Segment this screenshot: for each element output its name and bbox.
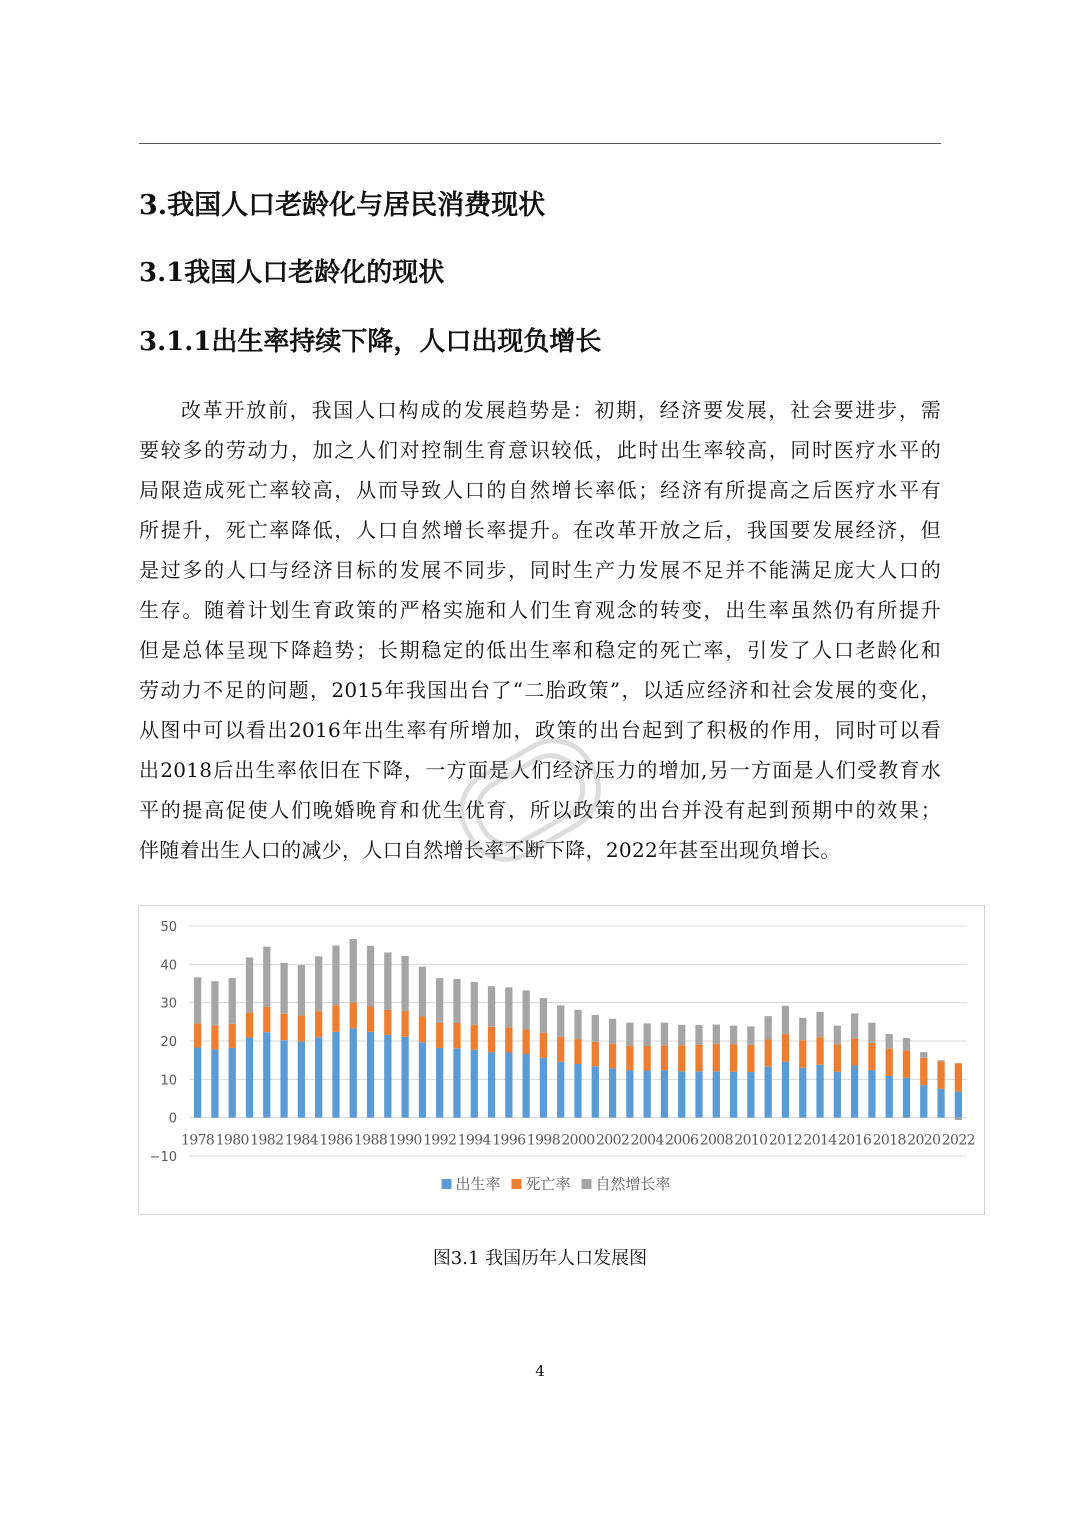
bar-birth (782, 1062, 789, 1118)
bar-birth (765, 1067, 772, 1118)
bar-growth (851, 1013, 858, 1038)
bar-death (194, 1023, 201, 1047)
bar-death (401, 1011, 408, 1037)
legend-swatch (512, 1179, 522, 1189)
chart-canvas (139, 906, 986, 1216)
bar-death (834, 1044, 841, 1071)
paragraph-line: 改革开放前，我国人口构成的发展趋势是：初期，经济要发展，社会要进步，需 (181, 398, 941, 422)
bar-birth (419, 1042, 426, 1118)
bar-growth (384, 952, 391, 1010)
subsubsection-heading: 3.1.1出生率持续下降，人口出现负增长 (139, 327, 602, 357)
x-tick-label: 1982 (250, 1132, 284, 1149)
bar-growth (886, 1034, 893, 1049)
bar-growth (661, 1023, 668, 1046)
paragraph-line: 要较多的劳动力，加之人们对控制生育意识较低，此时出生率较高，同时医疗水平的 (139, 438, 941, 462)
bar-birth (903, 1078, 910, 1118)
bar-birth (280, 1040, 287, 1117)
bar-growth (868, 1023, 875, 1043)
bar-birth (263, 1032, 270, 1117)
x-tick-label: 1980 (215, 1132, 249, 1149)
bar-birth (834, 1072, 841, 1118)
bar-birth (661, 1070, 668, 1118)
x-tick-label: 2004 (630, 1132, 664, 1149)
bar-death (332, 1005, 339, 1031)
paragraph-line: 所提升，死亡率降低，人口自然增长率提升。在改革开放之后，我国要发展经济，但 (139, 518, 941, 542)
bar-birth (730, 1072, 737, 1118)
x-tick-label: 2016 (838, 1132, 872, 1149)
bar-birth (747, 1072, 754, 1118)
paragraph-line: 平的提高促使人们晚婚晚育和优生优育，所以政策的出台并没有起到预期中的效果； (139, 798, 941, 822)
x-tick-label: 1996 (492, 1132, 526, 1149)
bar-death (816, 1037, 823, 1065)
bar-death (886, 1049, 893, 1076)
bar-growth (765, 1016, 772, 1039)
bar-birth (713, 1071, 720, 1117)
bar-birth (678, 1071, 685, 1117)
bar-growth (799, 1018, 806, 1040)
bar-birth (886, 1076, 893, 1118)
bar-birth (540, 1058, 547, 1118)
bar-growth (453, 979, 460, 1023)
bar-birth (453, 1048, 460, 1117)
bar-death (453, 1023, 460, 1048)
bar-death (920, 1058, 927, 1085)
bar-death (782, 1034, 789, 1062)
bar-growth (713, 1025, 720, 1045)
paragraph-line: 局限造成死亡率较高，从而导致人口的自然增长率低；经济有所提高之后医疗水平有 (139, 478, 941, 502)
bar-birth (332, 1032, 339, 1118)
legend-swatch (442, 1179, 452, 1189)
bar-growth (592, 1015, 599, 1042)
bar-growth (747, 1026, 754, 1044)
x-tick-label: 1978 (181, 1132, 215, 1149)
bar-growth (401, 956, 408, 1011)
bar-birth (229, 1048, 236, 1118)
bar-birth (194, 1048, 201, 1118)
legend-swatch (582, 1179, 592, 1189)
header-rule (139, 143, 941, 144)
bar-birth (609, 1068, 616, 1117)
bar-growth (678, 1025, 685, 1045)
watermark-logo (430, 700, 630, 900)
bar-death (609, 1044, 616, 1069)
bar-death (574, 1039, 581, 1064)
bar-death (937, 1061, 944, 1089)
bar-growth (695, 1025, 702, 1045)
bar-birth (401, 1037, 408, 1118)
bar-birth (471, 1050, 478, 1118)
bar-death (384, 1010, 391, 1035)
x-tick-label: 2008 (699, 1132, 733, 1149)
bar-growth (350, 939, 357, 1003)
bar-death (523, 1029, 530, 1054)
legend-label: 出生率 (455, 1175, 501, 1193)
bar-death (695, 1045, 702, 1071)
bar-death (661, 1045, 668, 1070)
bar-birth (868, 1070, 875, 1118)
bar-growth (332, 946, 339, 1006)
bar-birth (955, 1092, 962, 1118)
bar-death (419, 1016, 426, 1042)
bar-growth (903, 1038, 910, 1051)
bar-birth (574, 1064, 581, 1118)
bar-death (903, 1051, 910, 1078)
bar-death (298, 1015, 305, 1041)
bar-birth (523, 1054, 530, 1118)
bar-birth (246, 1038, 253, 1118)
x-tick-label: 1986 (319, 1132, 353, 1149)
x-tick-label: 2014 (803, 1132, 837, 1149)
bar-growth (419, 967, 426, 1017)
bar-death (730, 1044, 737, 1071)
bar-birth (592, 1066, 599, 1117)
bar-birth (505, 1053, 512, 1118)
bar-death (280, 1014, 287, 1040)
bar-growth (229, 978, 236, 1024)
bar-death (592, 1042, 599, 1067)
x-tick-label: 2018 (872, 1132, 906, 1149)
bar-growth (937, 1060, 944, 1061)
bar-growth (730, 1026, 737, 1045)
paragraph-line: 从图中可以看出2016年出生率有所增加，政策的出台起到了积极的作用，同时可以看 (139, 718, 941, 742)
bar-death (799, 1040, 806, 1068)
bar-growth (436, 978, 443, 1022)
bar-death (713, 1044, 720, 1071)
bar-growth (834, 1026, 841, 1045)
bar-birth (644, 1071, 651, 1118)
x-tick-label: 1992 (423, 1132, 457, 1149)
bar-growth (523, 990, 530, 1029)
bar-growth (920, 1052, 927, 1058)
x-tick-label: 2000 (561, 1132, 595, 1149)
x-tick-label: 2002 (595, 1132, 630, 1149)
x-tick-label: 1988 (353, 1132, 388, 1149)
x-tick-label: 1998 (526, 1132, 561, 1149)
bar-death (505, 1027, 512, 1052)
bar-growth (488, 986, 495, 1027)
bar-death (851, 1038, 858, 1065)
bar-death (436, 1023, 443, 1048)
bar-death (315, 1011, 322, 1037)
bar-growth (194, 977, 201, 1023)
y-tick-label: 40 (160, 958, 177, 974)
bar-death (471, 1025, 478, 1050)
population-chart (138, 905, 985, 1215)
x-tick-label: 2020 (907, 1132, 941, 1149)
bar-growth (471, 982, 478, 1025)
bar-death (765, 1039, 772, 1066)
bar-death (211, 1026, 218, 1050)
paragraph-line: 但是总体呈现下降趋势；长期稳定的低出生率和稳定的死亡率，引发了人口老龄化和 (139, 638, 941, 662)
bar-birth (488, 1052, 495, 1118)
page-number: 4 (535, 1362, 545, 1380)
y-tick-label: −10 (149, 1150, 177, 1165)
y-tick-label: 10 (160, 1073, 177, 1089)
bar-birth (384, 1035, 391, 1118)
subsection-heading: 3.1我国人口老龄化的现状 (139, 258, 445, 288)
bar-birth (799, 1068, 806, 1118)
bar-death (263, 1007, 270, 1032)
bar-birth (626, 1070, 633, 1118)
legend-label: 死亡率 (525, 1175, 571, 1193)
y-tick-label: 50 (160, 920, 177, 935)
paragraph-line: 伴随着出生人口的减少，人口自然增长率不断下降，2022年甚至出现负增长。 (139, 838, 841, 862)
bar-growth (298, 965, 305, 1015)
bar-death (644, 1046, 651, 1071)
bar-birth (211, 1049, 218, 1117)
bar-growth (505, 987, 512, 1027)
y-tick-label: 20 (160, 1035, 177, 1050)
bar-growth (211, 981, 218, 1025)
x-tick-label: 1990 (388, 1132, 422, 1149)
bar-growth (246, 957, 253, 1013)
bar-growth (280, 963, 287, 1014)
x-tick-label: 2010 (734, 1132, 768, 1149)
bar-death (678, 1045, 685, 1071)
bar-death (955, 1063, 962, 1091)
y-tick-label: 0 (168, 1111, 177, 1127)
figure-caption: 图3.1 我国历年人口发展图 (432, 1248, 648, 1269)
bar-birth (436, 1048, 443, 1118)
bar-growth (955, 1118, 962, 1120)
bar-birth (350, 1028, 357, 1117)
bar-birth (695, 1071, 702, 1117)
bar-growth (557, 1005, 564, 1036)
x-tick-label: 2012 (768, 1132, 803, 1149)
x-tick-label: 2022 (941, 1132, 975, 1149)
bar-birth (816, 1065, 823, 1118)
paragraph-line: 出2018后出生率依旧在下降，一方面是人们经济压力的增加,另一方面是人们受教育水 (139, 758, 941, 782)
bar-growth (644, 1023, 651, 1046)
bar-birth (851, 1066, 858, 1118)
bar-death (229, 1024, 236, 1048)
bar-growth (540, 998, 547, 1033)
section-heading: 3.我国人口老龄化与居民消费现状 (139, 190, 546, 221)
bar-birth (367, 1032, 374, 1118)
x-tick-label: 2006 (665, 1132, 699, 1149)
paragraph-line: 劳动力不足的问题，2015年我国出台了“二胎政策”，以适应经济和社会发展的变化， (139, 678, 941, 702)
bar-death (246, 1013, 253, 1038)
bar-growth (816, 1012, 823, 1037)
bar-growth (367, 946, 374, 1007)
bar-growth (782, 1006, 789, 1034)
bar-growth (626, 1023, 633, 1046)
paragraph-line: 是过多的人口与经济目标的发展不同步，同时生产力发展不足并不能满足庞大人口的 (139, 558, 941, 582)
bar-death (557, 1037, 564, 1062)
bar-birth (298, 1041, 305, 1117)
bar-death (367, 1007, 374, 1032)
bar-growth (609, 1019, 616, 1044)
y-tick-label: 30 (160, 996, 177, 1012)
bar-death (488, 1027, 495, 1052)
bar-birth (937, 1089, 944, 1118)
legend-label: 自然增长率 (595, 1175, 671, 1193)
bar-death (868, 1043, 875, 1070)
x-tick-label: 1984 (284, 1132, 318, 1149)
bar-death (540, 1033, 547, 1058)
bar-growth (263, 947, 270, 1007)
bar-birth (315, 1037, 322, 1118)
bar-death (626, 1046, 633, 1071)
x-tick-label: 1994 (457, 1132, 491, 1149)
bar-birth (557, 1062, 564, 1118)
bar-death (747, 1045, 754, 1072)
bar-growth (574, 1010, 581, 1039)
bar-birth (920, 1085, 927, 1118)
paragraph-line: 生存。随着计划生育政策的严格实施和人们生育观念的转变，出生率虽然仍有所提升 (139, 598, 941, 622)
bar-death (350, 1003, 357, 1029)
bar-growth (315, 956, 322, 1011)
